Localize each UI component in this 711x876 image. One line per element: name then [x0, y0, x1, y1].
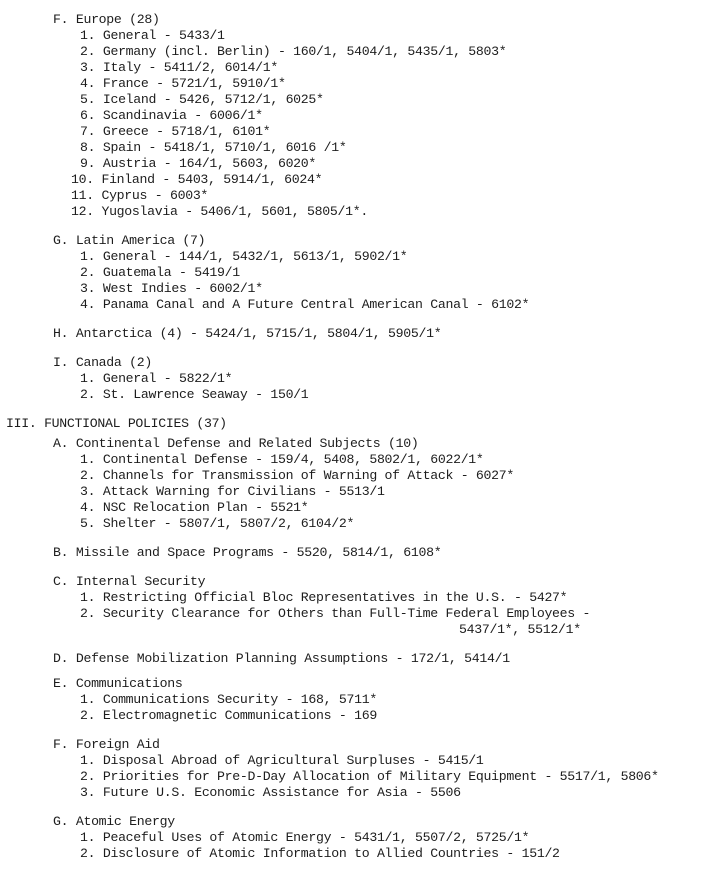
list-item: 10. Finland - 5403, 5914/1, 6024*: [71, 172, 323, 187]
section-heading: D. Defense Mobilization Planning Assumptions - 172/1, 5414/1: [53, 651, 510, 666]
list-item: 1. Peaceful Uses of Atomic Energy - 5431/1, 5507/2, 5725/1*: [80, 830, 530, 845]
list-item: 5. Shelter - 5807/1, 5807/2, 6104/2*: [80, 516, 355, 531]
section-heading: I. Canada (2): [53, 355, 152, 370]
section-heading: H. Antarctica (4) - 5424/1, 5715/1, 5804/1, 5905/1*: [53, 326, 442, 341]
list-item: 6. Scandinavia - 6006/1*: [80, 108, 263, 123]
section-heading: G. Latin America (7): [53, 233, 206, 248]
section-heading: B. Missile and Space Programs - 5520, 5814/1, 6108*: [53, 545, 442, 560]
list-item: 1. Continental Defense - 159/4, 5408, 5802/1, 6022/1*: [80, 452, 484, 467]
section-heading: A. Continental Defense and Related Subjects (10): [53, 436, 419, 451]
list-item: 11. Cyprus - 6003*: [71, 188, 209, 203]
section-heading: C. Internal Security: [53, 574, 206, 589]
section-heading: E. Communications: [53, 676, 183, 691]
list-item: 1. General - 144/1, 5432/1, 5613/1, 5902/1*: [80, 249, 408, 264]
list-item: 3. West Indies - 6002/1*: [80, 281, 263, 296]
list-item: 3. Attack Warning for Civilians - 5513/1: [80, 484, 385, 499]
list-item: 2. Security Clearance for Others than Full-Time Federal Employees -: [80, 606, 591, 621]
list-item: 3. Italy - 5411/2, 6014/1*: [80, 60, 278, 75]
list-item: 2. Electromagnetic Communications - 169: [80, 708, 377, 723]
list-item: 2. St. Lawrence Seaway - 150/1: [80, 387, 309, 402]
part-heading: III. FUNCTIONAL POLICIES (37): [6, 416, 227, 431]
list-item: 7. Greece - 5718/1, 6101*: [80, 124, 271, 139]
list-item: 2. Germany (incl. Berlin) - 160/1, 5404/1, 5435/1, 5803*: [80, 44, 507, 59]
list-item: 1. Disposal Abroad of Agricultural Surpluses - 5415/1: [80, 753, 484, 768]
list-item: 12. Yugoslavia - 5406/1, 5601, 5805/1*.: [71, 204, 368, 219]
list-item: 1. General - 5433/1: [80, 28, 225, 43]
section-heading: F. Europe (28): [53, 12, 160, 27]
section-heading: G. Atomic Energy: [53, 814, 175, 829]
list-item: 2. Guatemala - 5419/1: [80, 265, 240, 280]
section-heading: F. Foreign Aid: [53, 737, 160, 752]
list-item: 4. Panama Canal and A Future Central American Canal - 6102*: [80, 297, 530, 312]
list-item: 5. Iceland - 5426, 5712/1, 6025*: [80, 92, 324, 107]
list-item: 2. Disclosure of Atomic Information to Allied Countries - 151/2: [80, 846, 560, 861]
list-item: 1. General - 5822/1*: [80, 371, 233, 386]
list-item: 1. Communications Security - 168, 5711*: [80, 692, 377, 707]
list-item: 8. Spain - 5418/1, 5710/1, 6016 /1*: [80, 140, 347, 155]
list-item: 4. NSC Relocation Plan - 5521*: [80, 500, 309, 515]
list-item: 2. Channels for Transmission of Warning of Attack - 6027*: [80, 468, 514, 483]
list-item: 4. France - 5721/1, 5910/1*: [80, 76, 286, 91]
list-item: 1. Restricting Official Bloc Representatives in the U.S. - 5427*: [80, 590, 568, 605]
list-item-continuation: 5437/1*, 5512/1*: [459, 622, 581, 637]
list-item: 2. Priorities for Pre-D-Day Allocation of Military Equipment - 5517/1, 5806*: [80, 769, 659, 784]
list-item: 3. Future U.S. Economic Assistance for Asia - 5506: [80, 785, 461, 800]
list-item: 9. Austria - 164/1, 5603, 6020*: [80, 156, 317, 171]
